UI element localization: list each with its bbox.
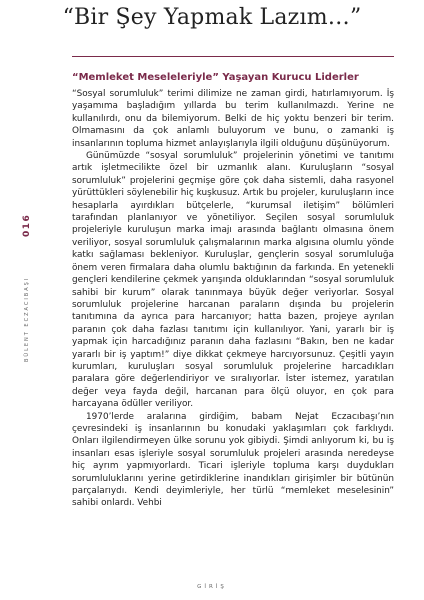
paragraph-1: “Sosyal sorumluluk” terimi dilimize ne zaman girdi, hatırlamıyorum. İş yaşamıma başladığım yıllarda bu terim kullanılmazdı. Yerine ne kullanılırdı, onu da bilemiyorum. Belki de hiç yoktu benzeri bir terim. Olmamasını da çok anlamlı buluyorum ve bunu, o zamanki iş insanlarının topluma hizmet anlayışlarıyla ilgili olduğunu düşünüyorum. bbox=[72, 89, 394, 149]
title-divider bbox=[72, 56, 394, 57]
page-number: 016 bbox=[22, 213, 32, 237]
paragraph-3: 1970’lerde aralarına girdiğim, babam Nejat Eczacıbaşı’nın çevresindeki iş insanlarının bu konudaki yaklaşımları çok farklıydı. Onları ilgilendirmeyen ülke sorunu yok gibiydi. Şimdi anlıyorum ki, bu iş insanları esas işleriyle sosyal sorumluluk projeleri arasında neredeyse hiç ayrım yapmıyorlardı. Ticari işleriyle topluma karşı duydukları sorumluluklarını yerine getirdiklerine inandıkları girişimler bir bütünün parçalarıydı. Kendi deyimleriyle, her türlü “memleket meselesinin” sahibi onlardı. Vehbi bbox=[72, 411, 394, 509]
section-heading: “Memleket Meseleleriyle” Yaşayan Kurucu Liderler bbox=[72, 72, 359, 83]
footer-section-label: GİRİŞ bbox=[197, 584, 227, 590]
paragraph-2: Günümüzde “sosyal sorumluluk” projelerinin yönetimi ve tanıtımı artık işletmecilikte özel bir uzmanlık alanı. Kuruluşların “sosyal sorumluluk” projelerini geçmişe göre çok daha sistemli, daha rasyonel yürüttükleri söylenebilir hiç kuşkusuz. Artık bu projeler, kuruluşların ince hesaplarla ayırdıkları bütçelerle, “kurumsal iletişim” bölümleri tarafından planlanıyor ve yönetiliyor. Seçilen sosyal sorumluluk projeleriyle kuruluşun marka imajı arasında bağlantı olmasına önem veriliyor, sosyal sorumluluk çalışmalarının marka algısına olumlu yönde katkı sağlaması bekleniyor. Kuruluşlar, gençlerin sosyal sorumluluğa önem veren firmalara daha olumlu baktığının da farkında. En yetenekli gençleri kendilerine çekmek yarışında olduklarından “sosyal sorumluluk sahibi bir kurum” olarak tanınmaya büyük değer veriyorlar. Sosyal sorumluluk projelerine harcanan paraların dışında bu projelerin tanıtımına da ayrıca para harcanıyor; hatta bazen, projeye ayrılan paranın çok daha fazlası tanıtımı için kullanılıyor. Yani, yararlı bir iş yapmak için harcadığınız paranın daha fazlasını “Bakın, ben ne kadar yararlı bir iş yaptım!” diye dikkat çekmeye harcıyorsunuz. Çeşitli yayın kurumları, kuruluşları sosyal sorumluluk projelerine harcadıkları paralara göre değerlendiriyor ve sıralıyorlar. İster istemez, yaratılan değer veya fayda değil, harcanan para ölçü oluyor, en çok para harcayana ödüller veriliyor. bbox=[72, 151, 394, 410]
page-title: “Bir Şey Yapmak Lazım…” bbox=[62, 5, 362, 30]
running-head-author: BÜLENT ECZACIBAŞI bbox=[24, 276, 30, 362]
sidebar bbox=[22, 210, 42, 410]
main-content bbox=[72, 72, 394, 510]
